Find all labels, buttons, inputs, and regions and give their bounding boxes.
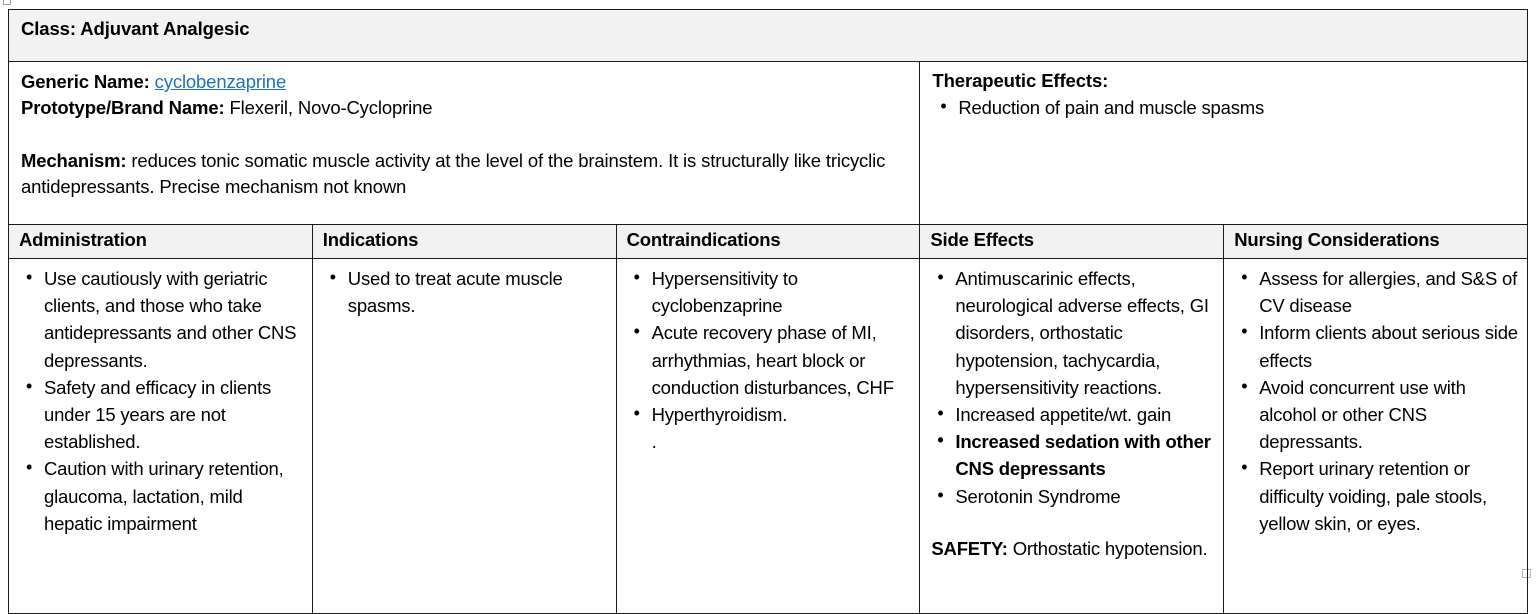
side-effects-list [929, 265, 1214, 510]
drug-card-document [8, 9, 1528, 614]
drug-identity-cell [9, 62, 920, 225]
list-item: • Use cautiously with geriatric clients, and those who take antidepressants and other CNS depressants. [42, 265, 303, 374]
column-header-side-effects [920, 225, 1224, 259]
side-effects-cell [920, 259, 1224, 614]
list-item: • Safety and efficacy in clients under 15 years are not established. [42, 374, 303, 456]
therapeutic-effects-heading: Therapeutic Effects: [932, 70, 1109, 91]
list-item: • Caution with urinary retention, glaucoma, lactation, mild hepatic impairment [42, 455, 303, 537]
column-header-label: Nursing Considerations [1234, 229, 1440, 250]
therapeutic-effects-list [932, 94, 1515, 121]
administration-cell [9, 259, 313, 614]
list-item: • Inform clients about serious side effects [1257, 319, 1518, 373]
safety-note [929, 536, 1214, 563]
column-header-administration [9, 225, 313, 259]
nursing-considerations-list [1233, 265, 1518, 537]
column-header-label: Administration [19, 229, 147, 250]
list-item: • Hypersensitivity to cyclobenzaprine [650, 265, 911, 319]
list-item: • Avoid concurrent use with alcohol or other CNS depressants. [1257, 374, 1518, 456]
mechanism-value: reduces tonic somatic muscle activity at the level of the brainstem. It is structurally like tricyclic antidepressants. Precise mechanism not known [21, 150, 886, 197]
list-item: • Reduction of pain and muscle spasms [956, 94, 1515, 121]
safety-value: Orthostatic hypotension. [1012, 537, 1208, 559]
indications-cell [312, 259, 616, 614]
list-item: • Antimuscarinic effects, neurological adverse effects, GI disorders, orthostatic hypotension, tachycardia, hypersensitivity reactions. [953, 265, 1214, 401]
therapeutic-effects-cell [920, 62, 1528, 225]
list-item: • Used to treat acute muscle spasms. [346, 265, 607, 319]
column-header-contraindications [616, 225, 920, 259]
brand-name-value: Flexeril, Novo-Cycloprine [229, 96, 433, 118]
column-header-label: Contraindications [626, 229, 781, 250]
generic-name-label: Generic Name: [21, 71, 150, 92]
list-item: • Report urinary retention or difficulty voiding, pale stools, yellow skin, or eyes. [1257, 455, 1518, 537]
contraindications-list [626, 265, 911, 455]
generic-name-link[interactable]: cyclobenzaprine [154, 71, 287, 92]
contraindications-cell [616, 259, 920, 614]
column-header-label: Indications [322, 229, 419, 250]
list-item: • Acute recovery phase of MI, arrhythmias, heart block or conduction disturbances, CHF [650, 319, 911, 401]
list-item: • Serotonin Syndrome [953, 483, 1214, 510]
identity-spacer [21, 120, 907, 148]
column-header-row [9, 225, 1528, 259]
list-item: • Increased sedation with other CNS depressants [953, 428, 1214, 482]
list-item-stray-period: . [651, 431, 657, 453]
indications-list [322, 265, 607, 319]
column-header-nursing-considerations [1224, 225, 1528, 259]
column-header-indications [312, 225, 616, 259]
identity-row [9, 62, 1528, 225]
list-item: • Increased appetite/wt. gain [953, 401, 1214, 428]
list-item: • Hyperthyroidism. [650, 401, 911, 428]
class-row [9, 10, 1528, 62]
mechanism-line [21, 148, 907, 199]
class-title: Class: Adjuvant Analgesic [21, 18, 250, 39]
mechanism-label: Mechanism: [21, 150, 127, 172]
nursing-considerations-cell [1224, 259, 1528, 614]
list-item: • Assess for allergies, and S&S of CV disease [1257, 265, 1518, 319]
class-header-cell [9, 10, 1528, 62]
generic-name-line [21, 69, 907, 95]
administration-list [18, 265, 303, 537]
brand-name-label: Prototype/Brand Name: [21, 96, 225, 118]
drug-card-table [8, 9, 1528, 614]
column-body-row [9, 259, 1528, 614]
safety-label: SAFETY: [931, 537, 1008, 559]
cropped-artifact-top-left [3, 0, 11, 5]
brand-name-line [21, 95, 907, 121]
column-header-label: Side Effects [930, 229, 1034, 250]
